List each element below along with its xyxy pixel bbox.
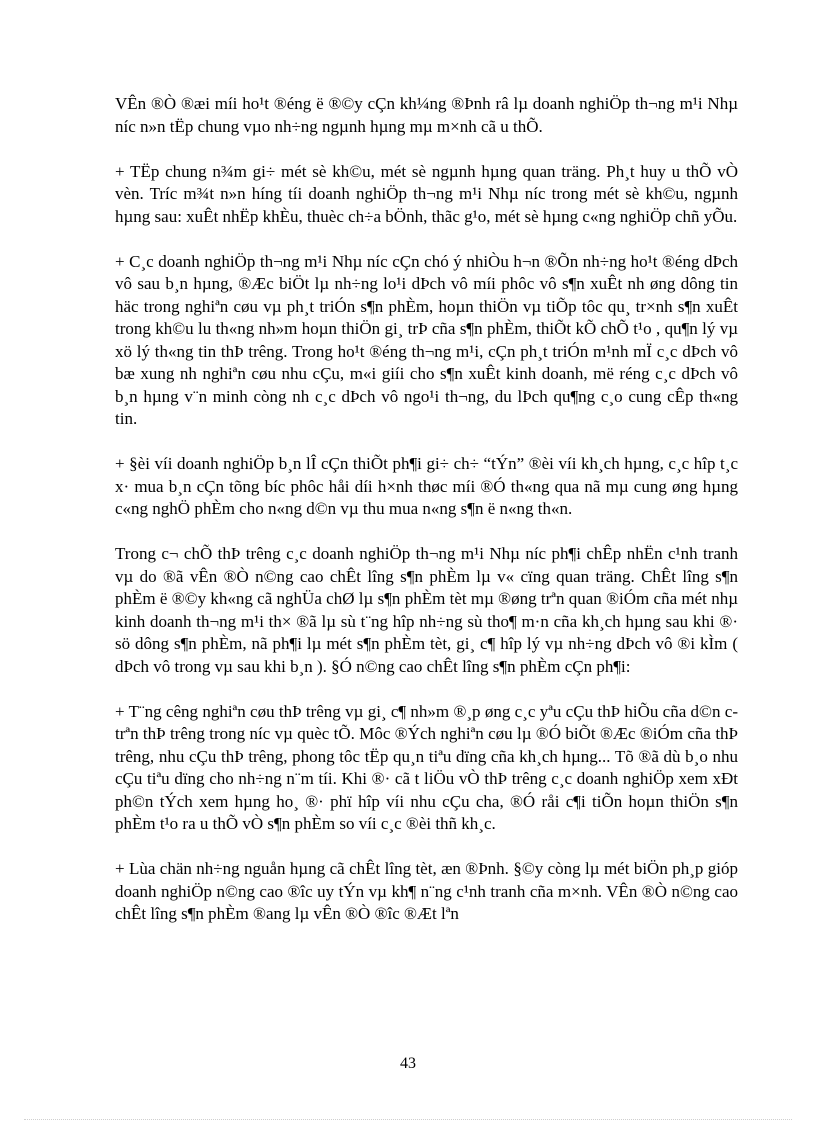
paragraph-key-sectors: + TËp chung n¾m gi÷ mét sè kh©u, mét sè ngµnh hµng quan träng. Ph¸t huy u thÕ vÒ vèn. Tríc m¾t n»n híng tíi doanh nghiÖp th¬ng m¹i Nhµ níc trong mét sè kh©u, ngµnh hµng sau: xuÊt nhËp khÈu, thuèc ch÷a bÖnh, thãc g¹o, mét sè hµng c«ng nghiÖp chñ yÕu. <box>115 161 738 226</box>
paragraph-market-research: + T¨ng cêng nghiªn cøu thÞ trêng vµ gi¸ c¶ nh»m ®¸p øng c¸c yªu cÇu thÞ hiÕu cña d©n c trªn thÞ trêng trong níc vµ quèc tÕ. Môc ®Ých nghiªn cøu lµ ®Ó biÕt ®Æc ®iÓm cña thÞ trêng, nhu cÇu thÞ trêng, phong tôc tËp qu¸n tiªu dïng cña kh¸ch hµng... Tõ ®ã dù b¸o nhu cÇu tiªu dïng cho nh÷ng n¨m tíi. Khi ®· cã t liÖu vÒ thÞ trêng c¸c doanh nghiÖp xem xÐt ph©n tÝch xem hµng ho¸ ®· phï hîp víi nhu cÇu cha, ®Ó råi c¶i tiÕn hoµn thiÖn s¶n phÈm t¹o ra u thÕ vÒ s¶n phÈm so víi c¸c ®èi thñ kh¸c. <box>115 701 738 833</box>
paragraph-intro: VÊn ®Ò ®æi míi ho¹t ®éng ë ®©y cÇn kh¼ng ®Þnh râ lµ doanh nghiÖp th¬ng m¹i Nhµ níc n»n tËp chung vµo nh÷ng ngµnh hµng mµ m×nh cã u thÕ. <box>115 94 738 136</box>
footer-divider <box>24 1119 792 1120</box>
paragraph-sourcing: + Lùa chän nh÷ng nguån hµng cã chÊt lîng tèt, æn ®Þnh. §©y còng lµ mét biÖn ph¸p gióp doanh nghiÖp n©ng cao ®îc uy tÝn vµ kh¶ n¨ng c¹nh tranh cña m×nh. VÊn ®Ò n©ng cao chÊt lîng s¶n phÈm ®ang lµ vÊn ®Ò ®îc ®Æt lªn <box>115 859 738 923</box>
body-text <box>115 93 738 948</box>
page-number: 43 <box>400 1055 416 1072</box>
paragraph-retail: + §èi víi doanh nghiÖp b¸n lÎ cÇn thiÕt ph¶i gi÷ ch÷ “tÝn” ®èi víi kh¸ch hµng, c¸c hîp t¸c x· mua b¸n cÇn tõng bíc phôc håi díi h×nh thøc míi ®Ó th«ng qua nã mµ cung øng hµng c«ng nghÖ phÈm cho n«ng d©n vµ thu mua n«ng s¶n ë n«ng th«n. <box>115 454 738 518</box>
paragraph-services: + C¸c doanh nghiÖp th¬ng m¹i Nhµ níc cÇn chó ý nhiÒu h¬n ®Õn nh÷ng ho¹t ®éng dÞch vô sau b¸n hµng, ®Æc biÖt lµ nh÷ng lo¹i dÞch vô míi phôc vô s¶n xuÊt nh øng dông tin häc trong nghiªn cøu vµ ph¸t triÓn s¶n phÈm, hoµn thiÖn vµ tiÕp tôc qu¸ tr×nh s¶n xuÊt trong kh©u lu th«ng nh»m hoµn thiÖn gi¸ trÞ cña s¶n phÈm, thiÕt kÕ chÕ t¹o , qu¶n lý vµ xö lý th«ng tin thÞ trêng. Trong ho¹t ®éng th¬ng m¹i, cÇn ph¸t triÓn m¹nh mÏ c¸c dÞch vô bæ xung nh nghiªn cøu nhu cÇu, m«i giíi cho s¶n xuÊt kinh doanh, më réng c¸c dÞch vô b¸n hµng v¨n minh còng nh c¸c dÞch vô ngo¹i th¬ng, du lÞch qu¶ng c¸o cung cÊp th«ng tin. <box>115 251 738 428</box>
paragraph-quality: Trong c¬ chÕ thÞ trêng c¸c doanh nghiÖp th¬ng m¹i Nhµ níc ph¶i chÊp nhËn c¹nh tranh vµ do ®ã vÊn ®Ò n©ng cao chÊt lîng s¶n phÈm lµ v« cïng quan träng. ChÊt lîng s¶n phÈm ë ®©y kh«ng cã nghÜa chØ lµ s¶n phÈm tèt mµ ®øng trªn quan ®iÓm cña mét nhµ kinh doanh th¬ng m¹i th× ®ã lµ sù t¨ng hîp nh÷ng sù tho¶ m·n cña kh¸ch hµng sau khi ®· sö dông s¶n phÈm, nã ph¶i lµ mét s¶n phÈm tèt, gi¸ c¶ hîp lý vµ nh÷ng dÞch vô ®i kÌm ( dÞch vô trong vµ sau khi b¸n ). §Ó n©ng cao chÊt lîng s¶n phÈm cÇn ph¶i: <box>115 544 738 676</box>
